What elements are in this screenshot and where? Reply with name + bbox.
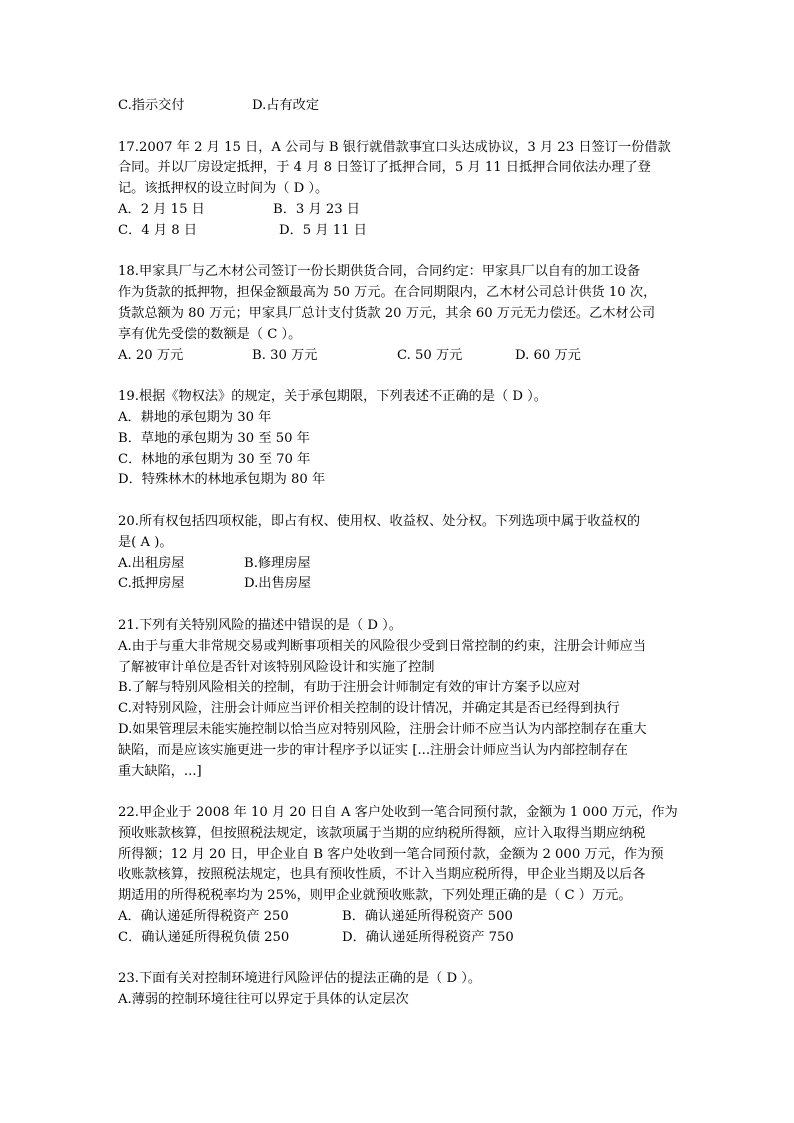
q17-options-row-1	[118, 200, 678, 221]
q17-stem-line-3: 记。该抵押权的设立时间为（ D ）。	[118, 181, 329, 197]
q19-option-c: C．林地的承包期为 30 至 70 年	[118, 451, 311, 467]
q22-stem-line-5: 期适用的所得税税率均为 25%，则甲企业就预收账款，下列处理正确的是（ C ）万元。	[118, 888, 632, 904]
q22-stem-line-4: 收账款核算，按照税法规定，也具有预收性质，不计入当期应税所得，甲企业当期及以后各	[118, 867, 646, 883]
q18-option-a: A. 20 万元	[118, 347, 184, 363]
q21-option-a-line-1: A.由于与重大非常规交易或判断事项相关的风险很少受到日常控制的约束，注册会计师应当	[118, 638, 647, 654]
q19-stem: 19.根据《物权法》的规定，关于承包期限，下列表述不正确的是（ D ）。	[118, 389, 547, 405]
q16-option-d: D.占有改定	[252, 98, 320, 113]
q22-option-b: B．确认递延所得税资产 500	[342, 909, 513, 925]
q16-option-c: C.指示交付	[118, 98, 185, 113]
q21-option-b: B.了解与特别风险相关的控制，有助于注册会计师制定有效的审计方案予以应对	[118, 680, 581, 696]
q18-stem-line-3: 货款总额为 80 万元；甲家具厂总计支付货款 20 万元，其余 60 万元无力偿还。乙木材公司	[118, 305, 656, 321]
q21-option-d-line-2: 缺陷，而是应该实施更进一步的审计程序予以证实 [...注册会计师应当认为内部控制存在	[118, 742, 628, 758]
q18-stem-line-2: 作为货款的抵押物，担保金额最高为 50 万元。在合同期限内，乙木材公司总计供货 10 次，	[118, 285, 657, 301]
q19-option-a: A．耕地的承包期为 30 年	[118, 409, 272, 425]
q16-options-row	[118, 96, 678, 117]
q23-stem: 23.下面有关对控制环境进行风险评估的提法正确的是（ D ）。	[118, 971, 482, 987]
q22-stem-line-2: 预收账款核算，但按照税法规定，该款项属于当期的应纳税所得额，应计入取得当期应纳税	[118, 825, 646, 841]
q19-option-d: D．特殊林木的林地承包期为 80 年	[118, 472, 326, 488]
q22-stem-line-3: 所得额；12 月 20 日，甲企业自 B 客户处收到一笔合同预付款，金额为 2 000 万元，作为预	[118, 846, 664, 862]
q18-stem-line-1: 18.甲家具厂与乙木材公司签订一份长期供货合同，合同约定：甲家具厂以自有的加工设备	[118, 264, 641, 280]
q22-option-d: D．确认递延所得税资产 750	[342, 929, 514, 945]
q17-option-c: C．4 月 8 日	[118, 222, 198, 238]
q19-option-b: B．草地的承包期为 30 至 50 年	[118, 430, 310, 446]
q22-option-a: A．确认递延所得税资产 250	[118, 909, 289, 925]
q21-option-c: C.对特别风险，注册会计师应当评价相关控制的设计情况，并确定其是否已经得到执行	[118, 701, 620, 717]
q21-option-d-line-1: D.如果管理层未能实施控制以恰当应对特别风险，注册会计师不应当认为内部控制存在重大	[118, 721, 647, 737]
q17-options-row-2	[118, 221, 678, 242]
q20-option-a: A.出租房屋	[118, 555, 185, 571]
q21-stem: 21.下列有关特别风险的描述中错误的是（ D ）。	[118, 617, 402, 633]
q20-options-row-1	[118, 554, 678, 575]
q20-stem-line-1: 20.所有权包括四项权能，即占有权、使用权、收益权、处分权。下列选项中属于收益权的	[118, 513, 641, 529]
q17-option-b: B．3 月 23 日	[273, 201, 360, 217]
q21-option-a-line-2: 了解被审计单位是否针对该特别风险设计和实施了控制	[118, 659, 435, 675]
q22-option-c: C．确认递延所得税负债 250	[118, 929, 290, 945]
q17-option-a: A．2 月 15 日	[118, 201, 205, 217]
q20-stem-line-2: 是( A )。	[118, 534, 173, 550]
q22-options-row-2	[118, 928, 678, 949]
q23-option-a: A.薄弱的控制环境往往可以界定于具体的认定层次	[118, 992, 409, 1008]
q21-option-d-line-3: 重大缺陷，...]	[118, 763, 202, 779]
q18-option-d: D. 60 万元	[515, 347, 581, 363]
q17-stem-line-2: 合同。并以厂房设定抵押，于 4 月 8 日签订了抵押合同，5 月 11 日抵押合同依法办理了登	[118, 160, 651, 176]
q18-stem-line-4: 享有优先受偿的数额是（ C ）。	[118, 326, 302, 342]
q17-option-d: D．5 月 11 日	[279, 222, 367, 238]
q18-option-b: B. 30 万元	[252, 347, 318, 363]
document-page	[118, 96, 678, 1011]
q20-option-d: D.出售房屋	[244, 576, 312, 592]
q20-option-c: C.抵押房屋	[118, 576, 185, 592]
q22-stem-line-1: 22.甲企业于 2008 年 10 月 20 日自 A 客户处收到一笔合同预付款，金额为 1 000 万元，作为	[118, 805, 678, 821]
q18-options-row	[118, 346, 678, 367]
q20-option-b: B.修理房屋	[244, 555, 311, 571]
q20-options-row-2	[118, 574, 678, 595]
q18-option-c: C. 50 万元	[397, 347, 463, 363]
q17-stem-line-1: 17.2007 年 2 月 15 日，A 公司与 B 银行就借款事宜口头达成协议，3 月 23 日签订一份借款	[118, 139, 671, 155]
q22-options-row-1	[118, 907, 678, 928]
